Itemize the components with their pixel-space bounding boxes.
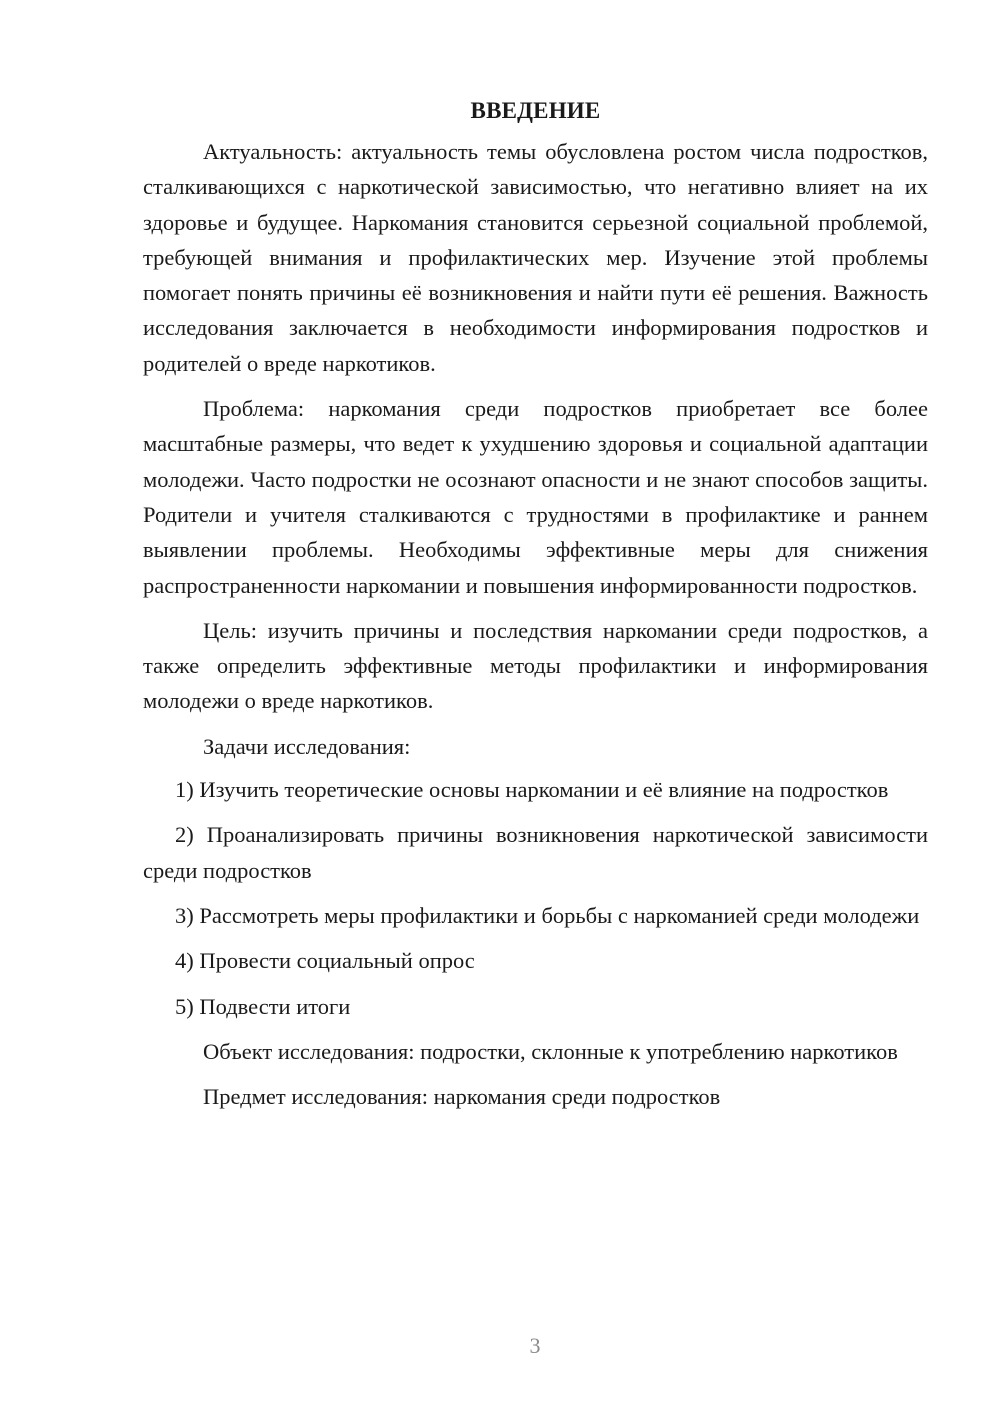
subject-paragraph: Предмет исследования: наркомания среди подростков: [203, 1084, 721, 1110]
task-item: 5) Подвести итоги: [175, 993, 351, 1019]
problem-paragraph: Проблема: наркомания среди подростков приобретает все более масштабные размеры, что ведет к ухудшению здоровья и социальной адаптации молодежи. Часто подростки не осознают опасности и не знают способов защиты. Родители и учителя сталкиваются с трудностями в профилактике и раннем выявлении проблемы. Необходимы эффективные меры для снижения распространенности наркомании и повышения информированности подростков.: [143, 396, 928, 598]
object-paragraph: Объект исследования: подростки, склонные к употреблению наркотиков: [203, 1038, 898, 1064]
task-item: 4) Провести социальный опрос: [175, 948, 475, 974]
page-title: ВВЕДЕНИЕ: [470, 98, 601, 123]
page-number: 3: [529, 1333, 541, 1358]
relevance-paragraph: Актуальность: актуальность темы обусловлена ростом числа подростков, сталкивающихся с наркотической зависимостью, что негативно влияет на их здоровье и будущее. Наркомания становится серьезной социальной проблемой, требующей внимания и профилактических мер. Изучение этой проблемы помогает понять причины её возникновения и найти пути её решения. Важность исследования заключается в необходимости информирования подростков и родителей о вреде наркотиков.: [143, 139, 928, 376]
page-content: [143, 92, 928, 1114]
tasks-heading: Задачи исследования:: [203, 733, 411, 759]
task-item: 2) Проанализировать причины возникновения наркотической зависимости среди подростков: [143, 822, 928, 883]
tasks-list: [143, 772, 928, 1024]
goal-paragraph: Цель: изучить причины и последствия наркомании среди подростков, а также определить эффективные методы профилактики и информирования молодежи о вреде наркотиков.: [143, 617, 928, 714]
task-item: 1) Изучить теоретические основы наркомании и её влияние на подростков: [175, 777, 889, 803]
task-item: 3) Рассмотреть меры профилактики и борьбы с наркоманией среди молодежи: [175, 902, 920, 928]
